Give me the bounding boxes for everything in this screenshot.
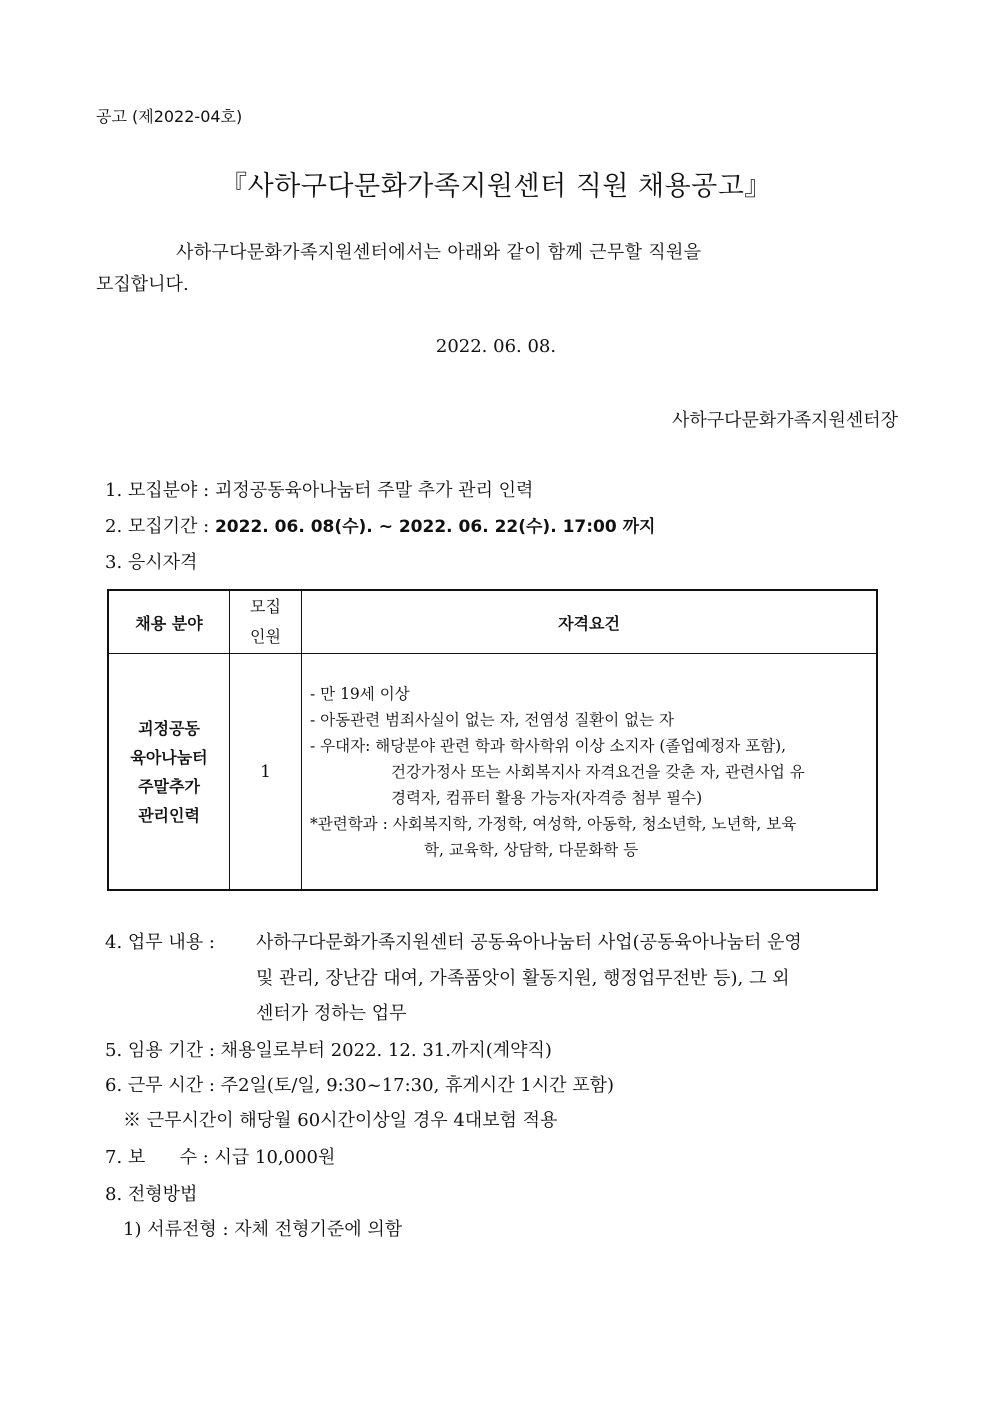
requirement-line: - 만 19세 이상 bbox=[310, 684, 410, 703]
notice-number: 공고 (제2022-04호) bbox=[96, 107, 243, 126]
header-count-line-2: 인원 bbox=[250, 627, 281, 646]
selection-step-1: 1) 서류전형 : 자체 전형기준에 의함 bbox=[123, 1219, 403, 1240]
requirement-line: - 우대자: 해당분야 관련 학과 학사학위 이상 소지자 (졸업예정자 포함), bbox=[310, 736, 787, 755]
requirement-line: - 아동관련 범죄사실이 없는 자, 전염성 질환이 없는 자 bbox=[310, 710, 675, 729]
duties-line-3: 센터가 정하는 업무 bbox=[256, 1003, 407, 1024]
item-field-value: 괴정공동육아나눔터 주말 추가 관리 인력 bbox=[214, 480, 534, 501]
table-header-row bbox=[108, 590, 877, 654]
requirement-line: 학, 교육학, 상담학, 다문화학 등 bbox=[424, 840, 639, 859]
duties-label: 4. 업무 내용 : bbox=[105, 932, 215, 953]
field-line-3: 주말추가 bbox=[138, 776, 200, 796]
item-hours: 6. 근무 시간 : 주2일(토/일, 9:30~17:30, 휴게시간 1시간 포함) bbox=[105, 1075, 615, 1096]
field-line-2: 육아나눔터 bbox=[130, 747, 208, 767]
header-count bbox=[230, 590, 302, 654]
count-cell: 1 bbox=[230, 654, 302, 891]
duties-line-2: 및 관리, 장난감 대여, 가족품앗이 활동지원, 행정업무전반 등), 그 외 bbox=[256, 968, 790, 989]
intro-line-2: 모집합니다. bbox=[96, 274, 189, 295]
qualification-table bbox=[107, 589, 878, 891]
header-count-line-1: 모집 bbox=[250, 597, 281, 616]
table-row bbox=[108, 654, 877, 891]
item-period-value: 2022. 06. 08(수). ~ 2022. 06. 22(수). 17:00 까지 bbox=[214, 517, 656, 537]
field-line-4: 관리인력 bbox=[138, 805, 200, 825]
field-line-1: 괴정공동 bbox=[138, 718, 200, 738]
requirement-line: *관련학과 : 사회복지학, 가정학, 여성학, 아동학, 청소년학, 노년학, 보육 bbox=[310, 814, 797, 833]
item-field-label: 1. 모집분야 : bbox=[105, 480, 210, 501]
field-cell bbox=[108, 654, 230, 891]
requirement-line: 건강가정사 또는 사회복지사 자격요건을 갖춘 자, 관련사업 유 bbox=[391, 762, 805, 781]
item-term: 5. 임용 기간 : 채용일로부터 2022. 12. 31.까지(계약직) bbox=[105, 1040, 552, 1061]
item-pay: 7. 보 수 : 시급 10,000원 bbox=[105, 1147, 336, 1168]
notice-date: 2022. 06. 08. bbox=[435, 336, 557, 357]
requirements-cell bbox=[302, 654, 878, 891]
item-qualification: 3. 응시자격 bbox=[105, 552, 198, 573]
hours-note: ※ 근무시간이 해당월 60시간이상일 경우 4대보험 적용 bbox=[123, 1110, 558, 1131]
header-requirements: 자격요건 bbox=[302, 590, 878, 654]
signer: 사하구다문화가족지원센터장 bbox=[671, 410, 898, 431]
item-selection: 8. 전형방법 bbox=[105, 1184, 198, 1205]
item-period-label: 2. 모집기간 : bbox=[105, 516, 210, 537]
duties-line-1: 사하구다문화가족지원센터 공동육아나눔터 사업(공동육아나눔터 운영 bbox=[256, 932, 802, 953]
item-period bbox=[105, 512, 655, 538]
page-title: 『사하구다문화가족지원센터 직원 채용공고』 bbox=[220, 171, 772, 202]
intro-line-1: 사하구다문화가족지원센터에서는 아래와 같이 함께 근무할 직원을 bbox=[176, 242, 702, 263]
requirement-line: 경력자, 컴퓨터 활용 가능자(자격증 첨부 필수) bbox=[391, 788, 703, 807]
item-field bbox=[105, 476, 533, 502]
header-field: 채용 분야 bbox=[108, 590, 230, 654]
